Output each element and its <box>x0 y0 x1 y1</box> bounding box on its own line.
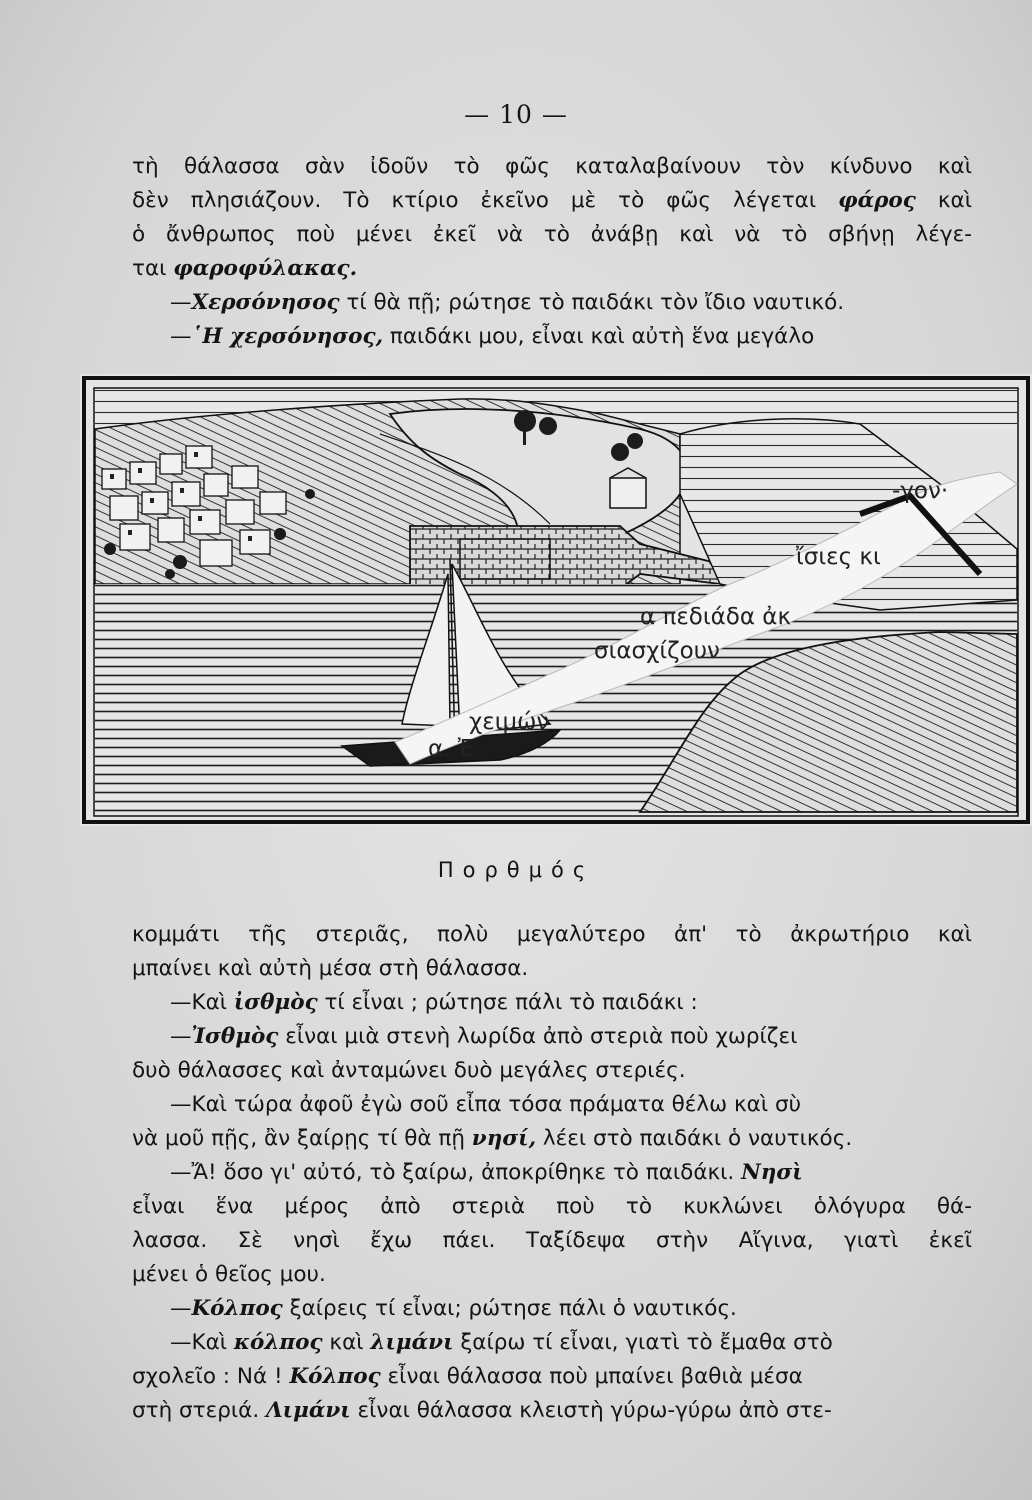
torn-text-fragment: -γον· <box>892 478 949 504</box>
dash: — <box>170 324 192 349</box>
text-line <box>132 1394 972 1428</box>
strait-illustration <box>80 374 1032 826</box>
torn-text-fragment: ἴσιες κι <box>796 544 881 570</box>
dialog-line <box>132 1292 972 1326</box>
dash: — <box>170 290 192 315</box>
top-paragraph <box>132 150 972 354</box>
torn-text-fragment: α πεδιάδα ἀκ <box>640 604 792 630</box>
term-kolpos: Κόλπος <box>191 1296 283 1321</box>
text-fragment: ται <box>132 256 167 281</box>
text-fragment: δὲν πλησιάζουν. Τὸ κτίριο ἐκεῖνο μὲ τὸ φῶς λέγεται <box>132 188 817 213</box>
term-nisi: νησί, <box>471 1126 537 1151</box>
dash: — <box>170 1296 192 1321</box>
term-limani: λιμάνι <box>370 1330 454 1355</box>
torn-text-fragment: χειμών <box>469 709 550 735</box>
dialog-line <box>132 1326 972 1360</box>
text-line <box>132 1122 972 1156</box>
term-faros: φάρος <box>838 188 916 213</box>
text-line: κομμάτι τῆς στεριᾶς, πολὺ μεγαλύτερο ἀπ' τὸ ἀκρωτήριο καὶ <box>132 922 972 947</box>
dialog-line: —Καὶ τώρα ἀφοῦ ἐγὼ σοῦ εἶπα τόσα πράματα θέλω καὶ σὺ <box>170 1092 802 1117</box>
term-i-chersonisos: ῾Η χερσόνησος, <box>191 324 384 349</box>
text-fragment: —Ἄ! ὅσο γι' αὐτό, τὸ ξαίρω, ἀποκρίθηκε τὸ παιδάκι. <box>170 1160 742 1185</box>
term-isthmos: ἰσθμὸς <box>233 990 318 1015</box>
dialog-line <box>132 986 972 1020</box>
text-fragment: σχολεῖο : Νά ! <box>132 1364 290 1389</box>
term-limani: Λιμάνι <box>266 1398 351 1423</box>
torn-text-fragment: α. Ἐ <box>428 736 475 762</box>
text-line: λασσα. Σὲ νησὶ ἔχω πάει. Ταξίδεψα στὴν Αἴγινα, γιατὶ ἐκεῖ <box>132 1228 972 1253</box>
text-fragment: παιδάκι μου, εἶναι καὶ αὐτὴ ἕνα μεγάλο <box>383 324 815 349</box>
dialog-line <box>132 1156 972 1190</box>
text-fragment: στὴ στεριά. <box>132 1398 266 1423</box>
text-fragment: νὰ μοῦ πῇς, ἂν ξαίρῃς τί θὰ πῇ <box>132 1126 472 1151</box>
text-fragment: καὶ <box>937 188 972 213</box>
text-line <box>132 1360 972 1394</box>
dialog-line <box>132 1020 972 1054</box>
body-paragraph <box>132 918 972 1428</box>
term-farofylakas: φαροφύλακας. <box>173 256 358 281</box>
term-kolpos: Κόλπος <box>289 1364 381 1389</box>
text-line: ὁ ἄνθρωπος ποὺ μένει ἐκεῖ νὰ τὸ ἀνάβῃ καὶ νὰ τὸ σβήνῃ λέγε- <box>132 222 972 247</box>
text-fragment: εἶναι μιὰ στενὴ λωρίδα ἀπὸ στεριὰ ποὺ χωρίζει <box>278 1024 798 1049</box>
illustration-caption: Πορθμός <box>437 858 595 882</box>
term-chersonisos: Χερσόνησος <box>191 290 340 315</box>
text-line <box>132 184 972 218</box>
text-line: εἶναι ἕνα μέρος ἀπὸ στεριὰ ποὺ τὸ κυκλώνει ὁλόγυρα θά- <box>132 1194 972 1219</box>
term-kolpos: κόλπος <box>233 1330 323 1355</box>
term-nisi: Νησὶ <box>741 1160 803 1185</box>
dash: — <box>170 1024 192 1049</box>
text-line: μένει ὁ θεῖος μου. <box>132 1262 326 1287</box>
dialog-line <box>132 320 972 354</box>
dialog-line <box>132 286 972 320</box>
text-line: μπαίνει καὶ αὐτὴ μέσα στὴ θάλασσα. <box>132 956 529 981</box>
text-fragment: τί θὰ πῇ; ρώτησε τὸ παιδάκι τὸν ἴδιο ναυτικό. <box>339 290 845 315</box>
text-fragment: ξαίρεις τί εἶναι; ρώτησε πάλι ὁ ναυτικός. <box>282 1296 737 1321</box>
text-line: τὴ θάλασσα σὰν ἰδοῦν τὸ φῶς καταλαβαίνουν τὸν κίνδυνο καὶ <box>132 154 972 179</box>
text-fragment: —Καὶ <box>170 1330 234 1355</box>
text-line: δυὸ θάλασσες καὶ ἀνταμώνει δυὸ μεγάλες στεριές. <box>132 1058 686 1083</box>
text-fragment: ξαίρω τί εἶναι, γιατὶ τὸ ἔμαθα στὸ <box>453 1330 833 1355</box>
text-fragment: εἶναι θάλασσα ποὺ μπαίνει βαθιὰ μέσα <box>380 1364 803 1389</box>
text-line <box>132 252 972 286</box>
page-number: — 10 — <box>464 100 568 129</box>
text-fragment: —Καὶ <box>170 990 234 1015</box>
text-fragment: λέει στὸ παιδάκι ὁ ναυτικός. <box>536 1126 853 1151</box>
torn-text-fragment: σιασχίζουν <box>594 638 720 664</box>
text-fragment: καὶ <box>322 1330 371 1355</box>
term-isthmos: Ἰσθμὸς <box>191 1024 279 1049</box>
text-fragment: τί εἶναι ; ρώτησε πάλι τὸ παιδάκι : <box>317 990 698 1015</box>
text-fragment: εἶναι θάλασσα κλειστὴ γύρω-γύρω ἀπὸ στε- <box>350 1398 832 1423</box>
